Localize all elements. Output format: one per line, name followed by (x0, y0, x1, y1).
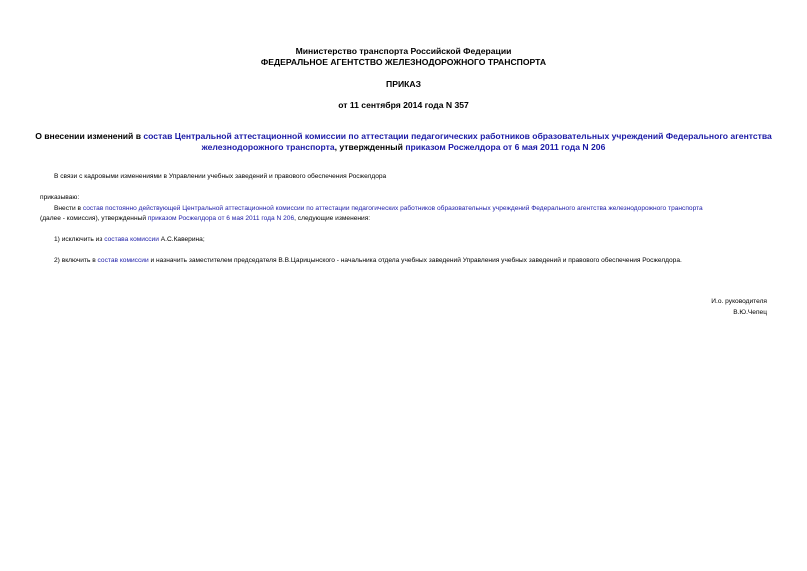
list-item-2 (54, 256, 682, 266)
order-word: приказываю: (40, 194, 80, 201)
item2-text-b: и назначить заместителем председателя В.В.Царицынского - начальника отдела учебных заведений Управления учебных заведений и правового обеспечения Росжелдора. (148, 257, 682, 264)
p1-text-c: , следующие изменения: (294, 215, 371, 222)
item2-link-commission[interactable]: состав комиссии (97, 257, 149, 264)
list-item-1 (54, 235, 205, 245)
item2-text-a: 2) включить в (54, 257, 98, 264)
title-text-2: , утвержденный (334, 142, 406, 152)
signature-name: В.Ю.Чепец (733, 309, 767, 316)
item1-link-commission[interactable]: состава комиссии (104, 236, 159, 243)
item1-text-a: 1) исключить из (54, 236, 105, 243)
doc-type-heading: ПРИКАЗ (386, 79, 421, 89)
paragraph-1-line-2 (40, 214, 370, 224)
p1-link-order[interactable]: приказом Росжелдора от 6 мая 2011 года N 206 (147, 215, 295, 222)
ministry-heading: Министерство транспорта Российской Федерации (295, 46, 512, 56)
intro-paragraph: В связи с кадровыми изменениями в Управлении учебных заведений и правового обеспечения Росжелдора (54, 173, 387, 180)
agency-heading: ФЕДЕРАЛЬНОЕ АГЕНТСТВО ЖЕЛЕЗНОДОРОЖНОГО ТРАНСПОРТА (260, 57, 547, 67)
document-title (30, 131, 777, 153)
title-link-order[interactable]: приказом Росжелдора от 6 мая 2011 года N 206 (405, 142, 606, 152)
doc-date-number: от 11 сентября 2014 года N 357 (338, 100, 469, 110)
title-link-commission[interactable]: состав Центральной аттестационной комиссии по аттестации педагогических работников образовательных учреждений Федерального агентства железнодорожного транспорта (143, 131, 772, 152)
title-text-1: О внесении изменений в (35, 131, 144, 141)
p1-text-a: Внести в (54, 205, 83, 212)
item1-text-b: А.С.Каверина; (158, 236, 205, 243)
signature-position: И.о. руководителя (711, 298, 767, 305)
p1-link-commission[interactable]: состав постоянно действующей Центральной аттестационной комиссии по аттестации педагогических работников образовательных учреждений Федерального агентства железнодорожного транспорта (82, 205, 703, 212)
paragraph-1-line-1 (54, 204, 703, 214)
p1-text-b: (далее - комиссия), утвержденный (40, 215, 148, 222)
